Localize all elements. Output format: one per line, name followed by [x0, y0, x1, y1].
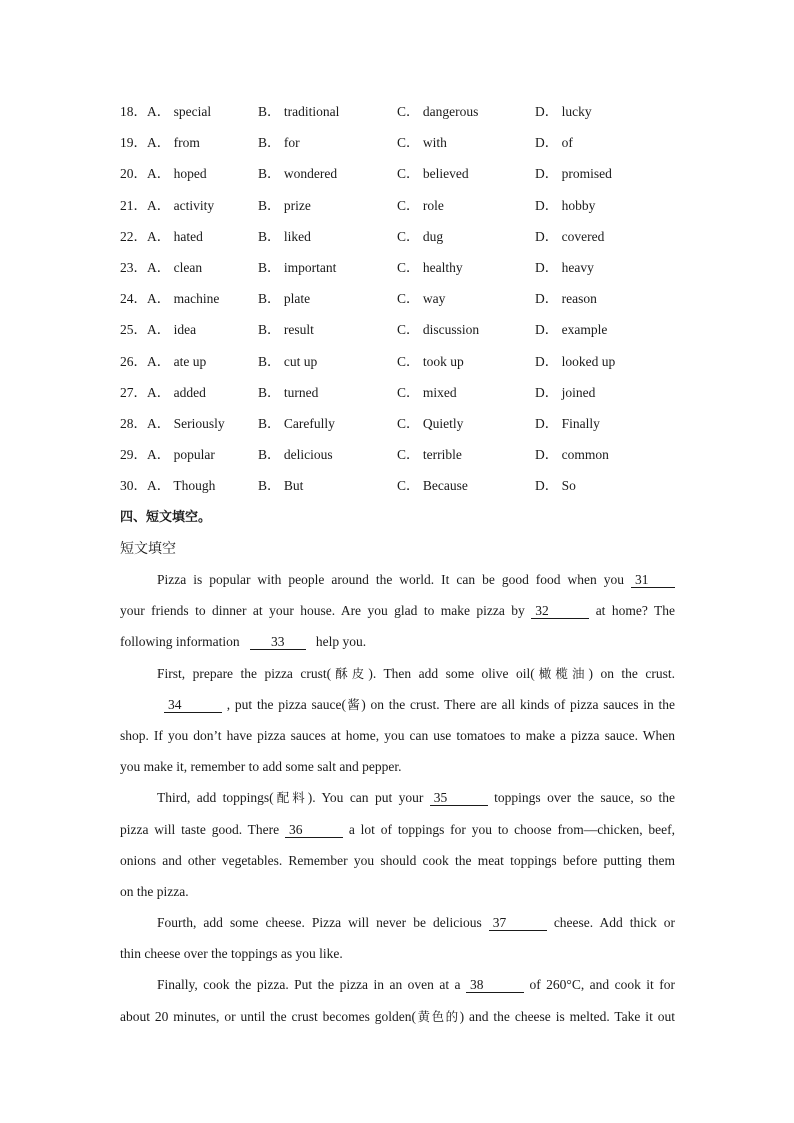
- option-a: 26．A． ate up: [120, 353, 207, 369]
- option-a: 25．A． idea: [120, 322, 197, 338]
- option-c: C． dangerous: [397, 104, 479, 119]
- option-b: B． turned: [258, 384, 319, 400]
- option-c: C． Quietly: [397, 415, 464, 431]
- question-row: [120, 100, 680, 131]
- option-a: 24．A． machine: [120, 291, 220, 307]
- section-title: 四、短文填空。: [120, 510, 212, 525]
- blank-35[interactable]: 35: [430, 790, 488, 806]
- passage-line: First, prepare the pizza crust(酥皮). Then add some olive oil(橄榄油) on the crust.: [157, 665, 675, 681]
- question-row: [120, 225, 680, 256]
- option-d: D． heavy: [535, 259, 594, 275]
- passage-line: following information 33 help you.: [120, 634, 367, 650]
- option-b: B． traditional: [258, 104, 340, 119]
- option-c: C． Because: [397, 478, 468, 494]
- option-a: 18．A． special: [120, 104, 212, 119]
- option-c: C． with: [397, 135, 447, 151]
- option-c: C． way: [397, 291, 446, 307]
- option-a: 29．A． popular: [120, 447, 215, 463]
- passage-line: Fourth, add some cheese. Pizza will never be delicious 37 cheese. Add thick or: [157, 915, 676, 931]
- passage-line: you make it, remember to add some salt and pepper.: [120, 759, 402, 775]
- option-b: B． plate: [258, 291, 311, 307]
- passage-line: shop. If you don’t have pizza sauces at home, you can use tomatoes to make a pizza sauce. When: [120, 727, 675, 743]
- option-c: C． terrible: [397, 447, 462, 463]
- option-c: C． healthy: [397, 259, 463, 275]
- option-b: B． delicious: [258, 447, 333, 463]
- option-d: D． covered: [535, 228, 605, 244]
- blank-37[interactable]: 37: [489, 915, 547, 931]
- option-b: B． liked: [258, 228, 311, 244]
- option-b: B． prize: [258, 197, 311, 213]
- option-d: D． lucky: [535, 104, 592, 119]
- passage-line: onions and other vegetables. Remember you should cook the meat toppings before putting them: [120, 852, 675, 868]
- option-c: C． role: [397, 197, 444, 213]
- blank-38[interactable]: 38: [466, 977, 524, 993]
- option-d: D． of: [535, 135, 573, 151]
- passage-line: Pizza is popular with people around the world. It can be good food when you 31: [120, 567, 675, 598]
- option-a: 23．A． clean: [120, 259, 203, 275]
- option-a: 28．A． Seriously: [120, 415, 225, 431]
- passage-line: pizza will taste good. There 36 a lot of toppings for you to choose from—chicken, beef,: [120, 821, 676, 837]
- option-d: D． joined: [535, 384, 596, 400]
- option-a: 21．A． activity: [120, 197, 215, 213]
- option-b: B． cut up: [258, 353, 318, 369]
- option-c: C． took up: [397, 353, 464, 369]
- option-d: D． hobby: [535, 197, 596, 213]
- question-row: [120, 474, 680, 505]
- option-a: 30．A． Though: [120, 478, 216, 494]
- option-a: 19．A． from: [120, 135, 200, 151]
- option-d: D． So: [535, 478, 576, 494]
- question-row: [120, 131, 680, 162]
- passage-line: about 20 minutes, or until the crust becomes golden(黄色的) and the cheese is melted. Take it out: [120, 1008, 675, 1024]
- option-d: D． looked up: [535, 353, 616, 369]
- question-row: [120, 162, 680, 193]
- passage-line: Finally, cook the pizza. Put the pizza in an oven at a 38 of 260°C, and cook it for: [157, 977, 676, 993]
- passage-line: thin cheese over the toppings as you like.: [120, 946, 343, 962]
- question-row: [120, 287, 680, 318]
- option-b: B． wondered: [258, 166, 338, 182]
- cloze-passage: [120, 567, 675, 1035]
- option-a: 27．A． added: [120, 384, 206, 400]
- question-row: [120, 443, 680, 474]
- option-b: B． But: [258, 478, 304, 494]
- question-row: [120, 318, 680, 349]
- option-d: D． reason: [535, 291, 597, 307]
- option-d: D． promised: [535, 166, 612, 182]
- option-d: D． common: [535, 447, 609, 463]
- passage-line: Third, add toppings(配料). You can put your 35 toppings over the sauce, so the: [157, 790, 676, 806]
- passage-line: on the pizza.: [120, 883, 189, 899]
- option-d: D． Finally: [535, 415, 600, 431]
- option-a: 22．A． hated: [120, 228, 203, 244]
- option-b: B． for: [258, 135, 300, 151]
- passage-line: your friends to dinner at your house. Are you glad to make pizza by 32 at home? The: [120, 603, 676, 619]
- blank-33[interactable]: 33: [250, 634, 306, 650]
- passage-line: 34 , put the pizza sauce(酱) on the crust. There are all kinds of pizza sauces in the: [120, 692, 675, 723]
- question-row: [120, 412, 680, 443]
- question-row: [120, 381, 680, 412]
- option-d: D． example: [535, 322, 608, 338]
- blank-34[interactable]: 34: [164, 697, 222, 713]
- multiple-choice-list: [120, 100, 680, 505]
- option-b: B． Carefully: [258, 415, 335, 431]
- question-row: [120, 256, 680, 287]
- option-c: C． mixed: [397, 384, 457, 400]
- question-row: [120, 350, 680, 381]
- option-b: B． result: [258, 322, 314, 338]
- blank-31[interactable]: 31: [631, 572, 675, 588]
- option-c: C． believed: [397, 166, 469, 182]
- question-row: [120, 194, 680, 225]
- option-c: C． discussion: [397, 322, 480, 338]
- option-a: 20．A． hoped: [120, 166, 207, 182]
- option-c: C． dug: [397, 228, 444, 244]
- option-b: B． important: [258, 259, 337, 275]
- blank-32[interactable]: 32: [531, 603, 589, 619]
- blank-36[interactable]: 36: [285, 822, 343, 838]
- section-subtitle: 短文填空: [120, 541, 176, 557]
